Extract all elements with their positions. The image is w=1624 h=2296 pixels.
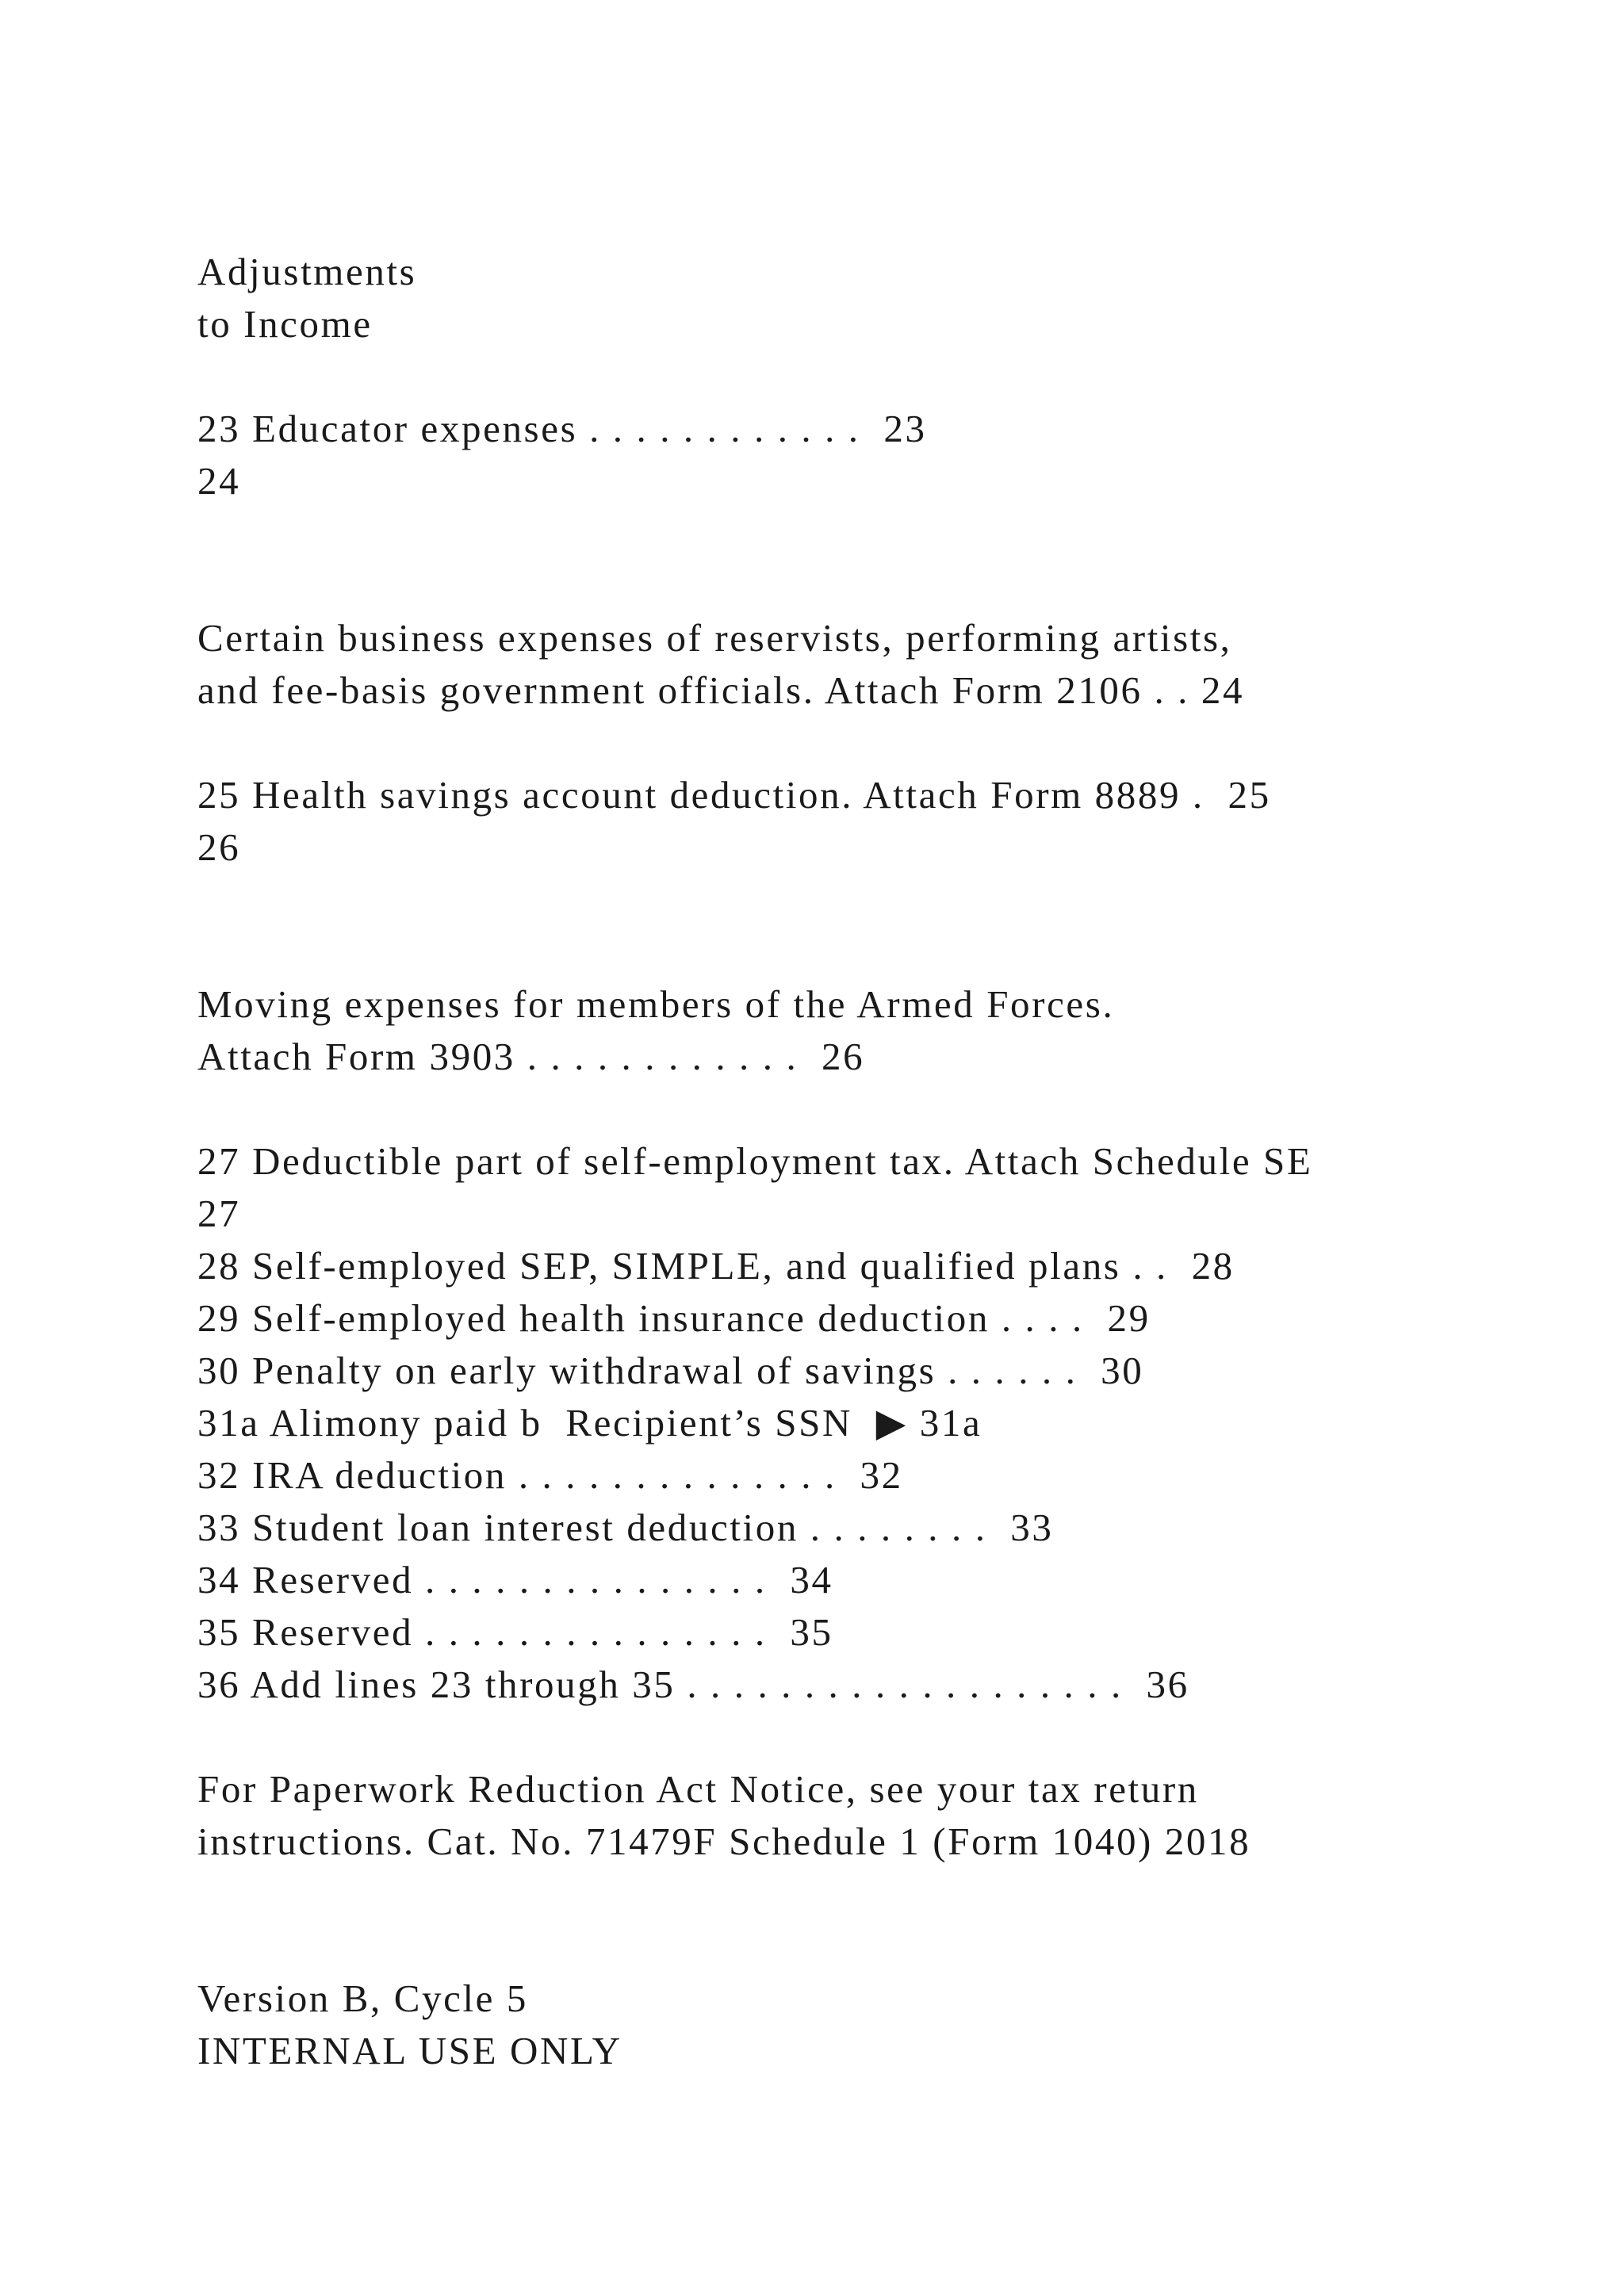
line-35-reserved: 35 Reserved . . . . . . . . . . . . . . . 35 [197,1610,833,1654]
line-28-sep-simple: 28 Self-employed SEP, SIMPLE, and qualified plans . . 28 [197,1244,1235,1288]
line-24-number: 24 [197,459,241,503]
footer-notice-line-1: For Paperwork Reduction Act Notice, see your tax return [197,1767,1199,1811]
line-26-text-2: Attach Form 3903 . . . . . . . . . . . . 26 [197,1035,865,1078]
section-heading-line-1: Adjustments [197,250,417,293]
section-heading-line-2: to Income [197,302,373,346]
line-31a-alimony: 31a Alimony paid b Recipient’s SSN ▶ 31a [197,1401,982,1445]
line-32-ira-deduction: 32 IRA deduction . . . . . . . . . . . . . . 32 [197,1453,903,1497]
line-27-self-employment-tax: 27 Deductible part of self-employment tax. Attach Schedule SE [197,1139,1313,1183]
line-26-number: 26 [197,825,241,869]
line-24-text-2: and fee-basis government officials. Attach Form 2106 . . 24 [197,668,1245,712]
line-33-student-loan: 33 Student loan interest deduction . . . . . . . . 33 [197,1506,1054,1549]
line-23-educator-expenses: 23 Educator expenses . . . . . . . . . . . . 23 [197,407,927,450]
line-24-text-1: Certain business expenses of reservists, performing artists, [197,616,1232,660]
footer-notice-line-2: instructions. Cat. No. 71479F Schedule 1 (Form 1040) 2018 [197,1820,1251,1863]
line-27-number: 27 [197,1192,241,1235]
line-29-health-insurance: 29 Self-employed health insurance deduction . . . . 29 [197,1296,1151,1340]
line-36-total: 36 Add lines 23 through 35 . . . . . . . . . . . . . . . . . . . 36 [197,1663,1189,1706]
line-26-text-1: Moving expenses for members of the Armed Forces. [197,982,1115,1026]
version-label: Version B, Cycle 5 [197,1976,528,2020]
line-25-health-savings: 25 Health savings account deduction. Attach Form 8889 . 25 [197,773,1271,817]
line-34-reserved: 34 Reserved . . . . . . . . . . . . . . . 34 [197,1558,833,1601]
line-30-early-withdrawal: 30 Penalty on early withdrawal of savings . . . . . . 30 [197,1349,1144,1392]
internal-use-label: INTERNAL USE ONLY [197,2029,622,2072]
